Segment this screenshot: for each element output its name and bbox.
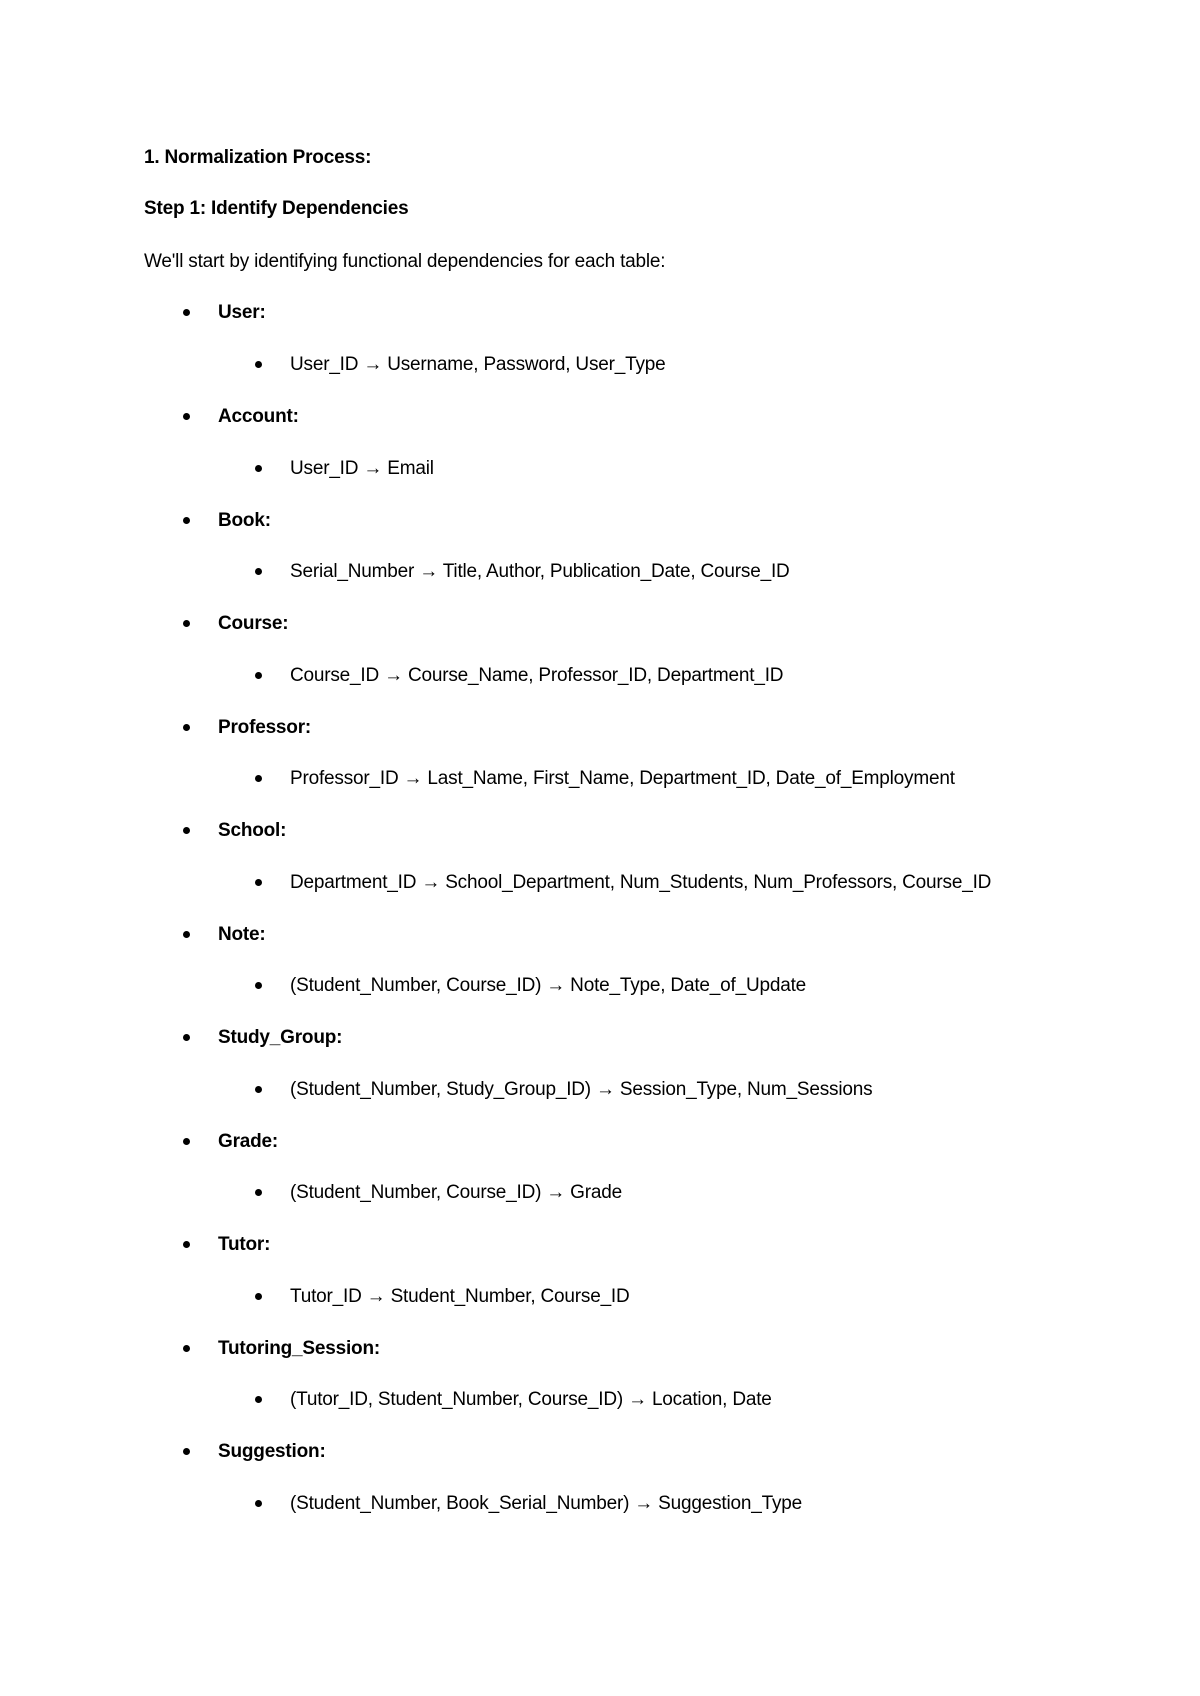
dependency-account: User_ID → Email [290, 458, 434, 479]
step-heading: Step 1: Identify Dependencies [144, 198, 409, 219]
bullet-icon [255, 982, 262, 989]
bullet-icon [183, 1138, 190, 1145]
bullet-icon [183, 413, 190, 420]
bullet-icon [255, 1293, 262, 1300]
table-name-suggestion: Suggestion: [218, 1441, 326, 1462]
dependency-course: Course_ID → Course_Name, Professor_ID, Department_ID [290, 665, 784, 686]
table-name-user: User: [218, 302, 266, 323]
bullet-icon [255, 672, 262, 679]
bullet-icon [183, 827, 190, 834]
dependency-professor: Professor_ID → Last_Name, First_Name, Department_ID, Date_of_Employment [290, 768, 955, 789]
dependency-school: Department_ID → School_Department, Num_Students, Num_Professors, Course_ID [290, 872, 992, 893]
table-name-grade: Grade: [218, 1131, 279, 1152]
bullet-icon [183, 724, 190, 731]
dependency-tutor: Tutor_ID → Student_Number, Course_ID [290, 1286, 630, 1307]
dependency-suggestion: (Student_Number, Book_Serial_Number) → Suggestion_Type [290, 1493, 802, 1514]
bullet-icon [183, 931, 190, 938]
intro-paragraph: We'll start by identifying functional dependencies for each table: [144, 251, 666, 272]
bullet-icon [255, 775, 262, 782]
bullet-icon [255, 879, 262, 886]
bullet-icon [183, 1241, 190, 1248]
bullet-icon [183, 517, 190, 524]
dependency-book: Serial_Number → Title, Author, Publication_Date, Course_ID [290, 561, 790, 582]
bullet-icon [255, 568, 262, 575]
section-heading: 1. Normalization Process: [144, 147, 372, 168]
bullet-icon [255, 465, 262, 472]
table-name-professor: Professor: [218, 717, 312, 738]
table-name-school: School: [218, 820, 287, 841]
bullet-icon [183, 1034, 190, 1041]
dependency-tutoring-session: (Tutor_ID, Student_Number, Course_ID) → Location, Date [290, 1389, 772, 1410]
dependency-study-group: (Student_Number, Study_Group_ID) → Session_Type, Num_Sessions [290, 1079, 873, 1100]
table-name-book: Book: [218, 510, 271, 531]
bullet-icon [255, 1396, 262, 1403]
table-name-tutor: Tutor: [218, 1234, 271, 1255]
table-name-study-group: Study_Group: [218, 1027, 343, 1048]
bullet-icon [255, 1086, 262, 1093]
dependency-note: (Student_Number, Course_ID) → Note_Type, Date_of_Update [290, 975, 807, 996]
bullet-icon [183, 620, 190, 627]
dependency-user: User_ID → Username, Password, User_Type [290, 354, 666, 375]
bullet-icon [255, 361, 262, 368]
bullet-icon [255, 1500, 262, 1507]
bullet-icon [255, 1189, 262, 1196]
table-name-tutoring-session: Tutoring_Session: [218, 1338, 380, 1359]
table-name-account: Account: [218, 406, 299, 427]
bullet-icon [183, 309, 190, 316]
bullet-icon [183, 1448, 190, 1455]
bullet-icon [183, 1345, 190, 1352]
dependency-grade: (Student_Number, Course_ID) → Grade [290, 1182, 622, 1203]
table-name-note: Note: [218, 924, 266, 945]
table-name-course: Course: [218, 613, 289, 634]
